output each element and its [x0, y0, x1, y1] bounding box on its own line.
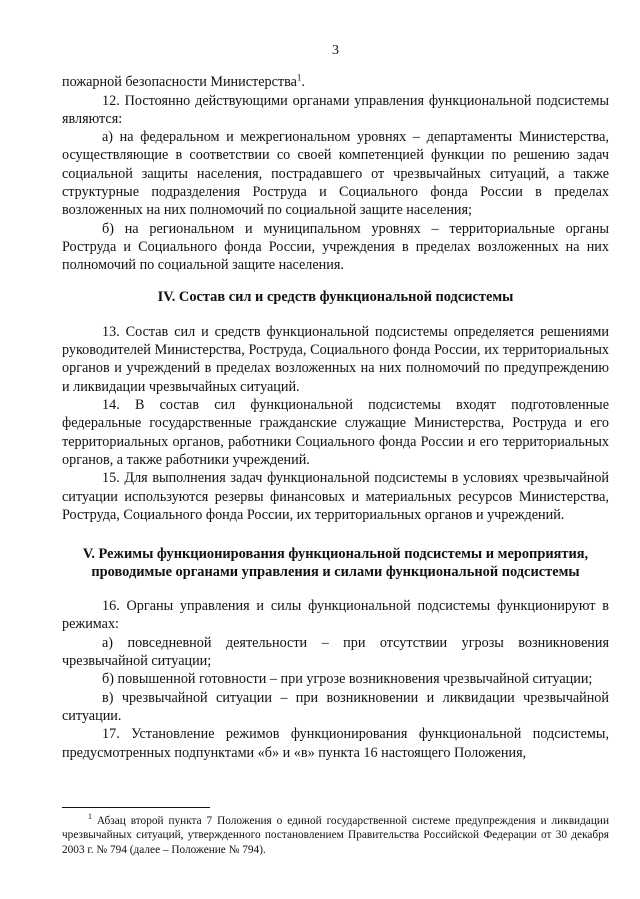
- paragraph-continuation: [62, 73, 609, 91]
- footnote-1: [62, 814, 609, 857]
- paragraph-16a: а) повседневной деятельности – при отсутствии угрозы возникновения чрезвычайной ситуации;: [62, 634, 609, 670]
- section-heading-5: [62, 545, 609, 581]
- paragraph-12b: б) на региональном и муниципальном уровнях – территориальные органы Роструда и Социального фонда России, учреждения в пределах возложенных на них полномочий по социальной защите населения.: [62, 220, 609, 274]
- paragraph-16b: б) повышенной готовности – при угрозе возникновения чрезвычайной ситуации;: [102, 671, 593, 688]
- paragraph-12a: а) на федеральном и межрегиональном уровнях – департаменты Министерства, осуществляющие в соответствии со своей компетенцией функции по решению задач социальной защиты населения, пострадавшего от чрезвычайных ситуаций, а также структурные подразделения Роструда и Социального фонда России в пределах возложенных на них полномочий по социальной защите населения;: [62, 129, 609, 219]
- paragraph-12: 12. Постоянно действующими органами управления функциональной подсистемы являются:: [62, 92, 609, 127]
- paragraph-text: пожарной безопасности Министерства: [62, 74, 297, 91]
- page-number: 3: [332, 43, 339, 58]
- paragraph-16c: в) чрезвычайной ситуации – при возникновении и ликвидации чрезвычайной ситуации.: [62, 689, 609, 724]
- document-page: [62, 42, 609, 762]
- footnote-divider: [62, 807, 210, 808]
- paragraph-15: 15. Для выполнения задач функциональной подсистемы в условиях чрезвычайной ситуации используются резервы финансовых и материальных ресурсов Министерства, Роструда, Социального фонда России, их территориальных органов и учреждений.: [62, 470, 609, 523]
- paragraph-13: 13. Состав сил и средств функциональной подсистемы определяется решениями руководителей Министерства, Роструда, Социального фонда России, их территориальных органов и учреждений в пределах возложенных на них полномочий по предупреждению и ликвидации чрезвычайных ситуаций.: [62, 323, 609, 395]
- paragraph-14: 14. В состав сил функциональной подсистемы входят подготовленные федеральные государственные гражданские служащие Министерства, Роструда и его территориальных органов, работники Социального фонда России и его территориальных органов, а также работники учреждений.: [62, 397, 609, 468]
- section-heading-5-line-2: проводимые органами управления и силами функциональной подсистемы: [91, 564, 580, 581]
- footnote-reference: 1: [296, 72, 302, 83]
- footnote-area: [62, 807, 609, 857]
- footnote-mark: 1: [88, 812, 92, 822]
- paragraph-16: 16. Органы управления и силы функциональной подсистемы функционируют в режимах:: [62, 598, 609, 633]
- footnote-text: Абзац второй пункта 7 Положения о единой государственной системе предупреждения и ликвидации чрезвычайных ситуаций, утвержденного постановлением Правительства Российской Федерации от 30 декабря 2003 г. № 794 (далее – Положение № 794).: [62, 815, 609, 856]
- paragraph-17: 17. Установление режимов функционирования функциональной подсистемы, предусмотренных подпунктами «б» и «в» пункта 16 настоящего Положения,: [62, 726, 609, 761]
- section-heading-4: IV. Состав сил и средств функциональной подсистемы: [157, 288, 514, 305]
- paragraph-text-end: .: [301, 74, 305, 91]
- section-heading-5-line-1: V. Режимы функционирования функциональной подсистемы и мероприятия,: [82, 546, 589, 563]
